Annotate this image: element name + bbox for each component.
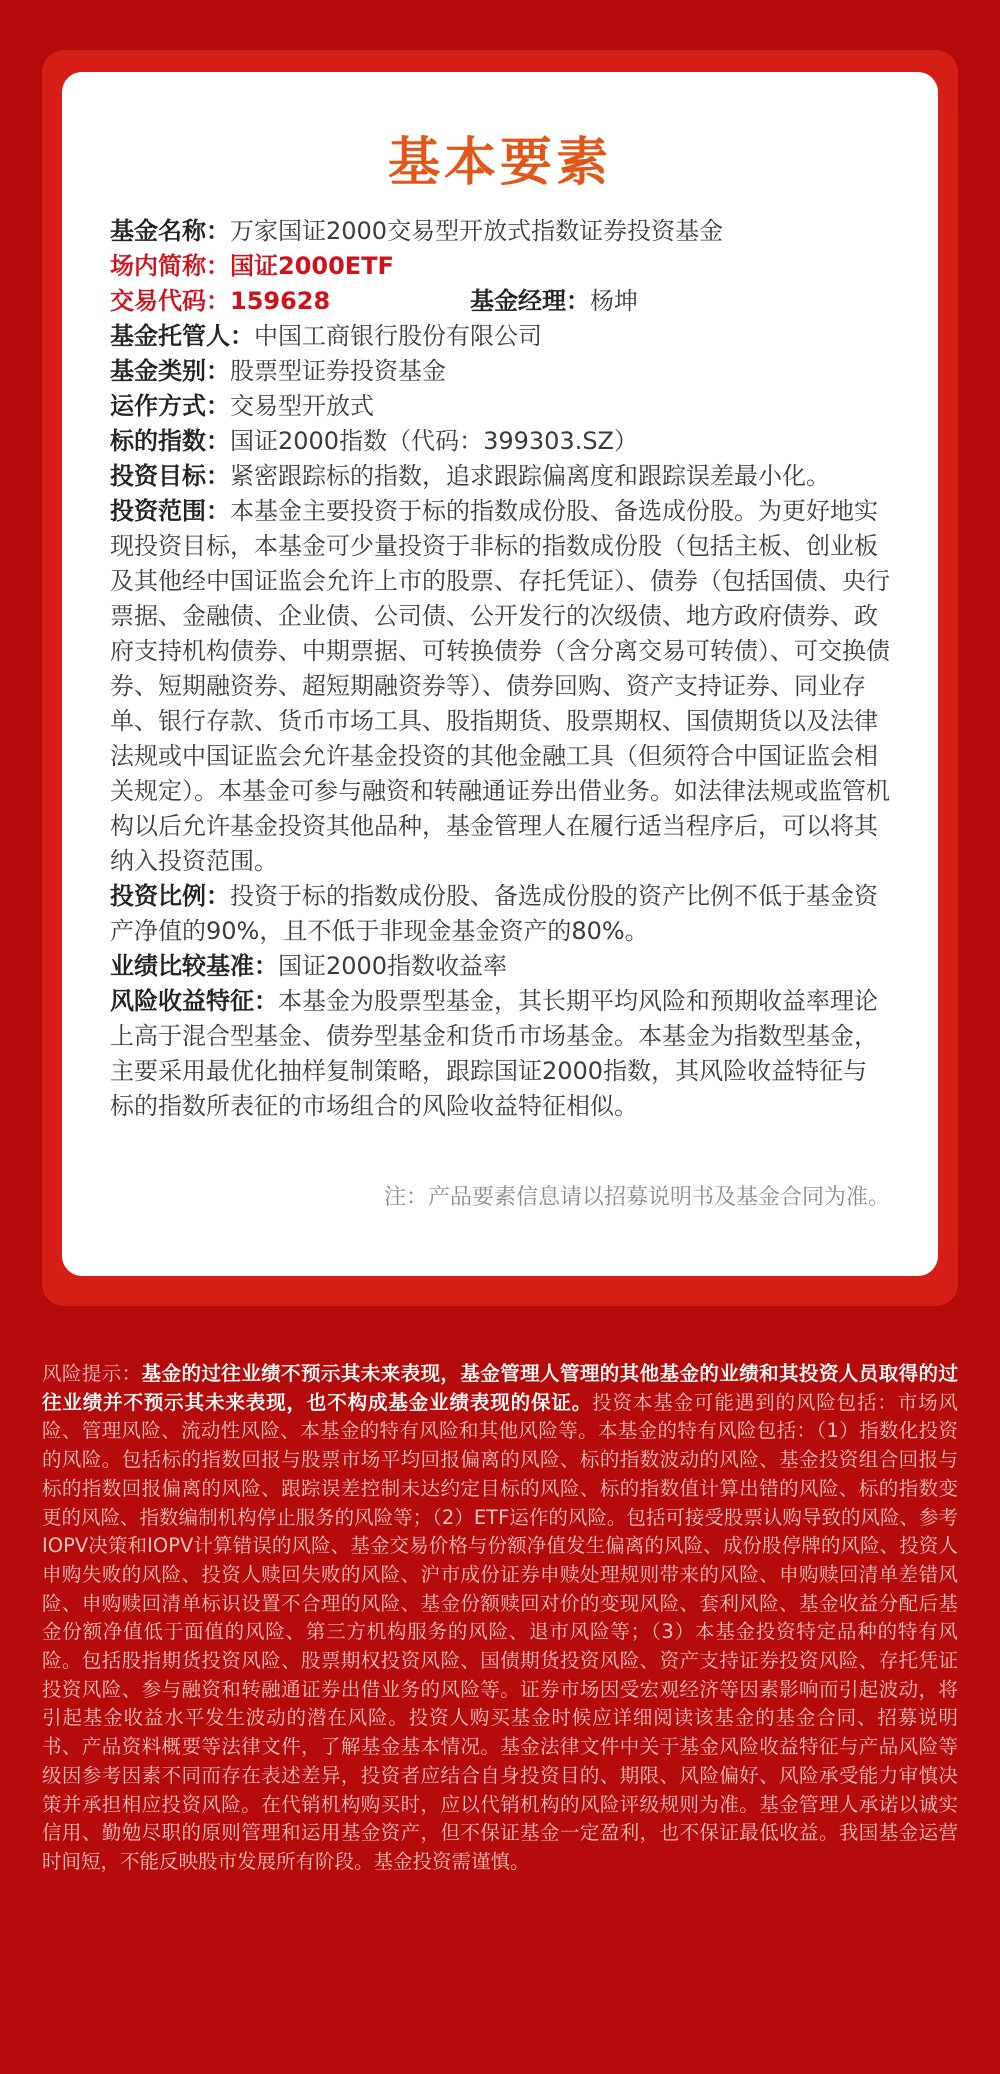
benchmark-value: 国证2000指数收益率: [278, 952, 508, 980]
basic-elements-card: [62, 72, 938, 1276]
fund-info: [110, 214, 890, 1124]
scope-label: 投资范围：: [110, 497, 230, 525]
category-value: 股票型证券投资基金: [230, 357, 446, 385]
objective-row: [110, 459, 890, 494]
code-manager-row: [110, 284, 890, 319]
index-row: [110, 424, 890, 459]
custodian-row: [110, 319, 890, 354]
scope-value: 本基金主要投资于标的指数成份股、备选成份股。为更好地实现投资目标，本基金可少量投资于非标的指数成份股（包括主板、创业板及其他经中国证监会允许上市的股票、存托凭证）、债券（包括国债、央行票据、金融债、企业债、公司债、公开发行的次级债、地方政府债券、政府支持机构债券、中期票据、可转换债券（含分离交易可转债）、可交换债券、短期融资券、超短期融资券等）、债券回购、资产支持证券、同业存单、银行存款、货币市场工具、股指期货、股票期权、国债期货以及法律法规或中国证监会允许基金投资的其他金融工具（但须符合中国证监会相关规定）。本基金可参与融资和转融通证券出借业务。如法律法规或监管机构以后允许基金投资其他品种，基金管理人在履行适当程序后，可以将其纳入投资范围。: [110, 497, 890, 875]
scope-row: [110, 494, 890, 879]
fund-name-label: 基金名称：: [110, 217, 230, 245]
risk-disclosure: [42, 1360, 958, 1877]
risk-feature-value: 本基金为股票型基金，其长期平均风险和预期收益率理论上高于混合型基金、债券型基金和货币市场基金。本基金为指数型基金，主要采用最优化抽样复制策略，跟踪国证2000指数，其风险收益特征与标的指数所表征的市场组合的风险收益特征相似。: [110, 987, 878, 1120]
risk-feature-label: 风险收益特征：: [110, 987, 278, 1015]
short-name-value: 国证2000ETF: [230, 252, 394, 280]
operation-value: 交易型开放式: [230, 392, 374, 420]
ratio-label: 投资比例：: [110, 882, 230, 910]
index-label: 标的指数：: [110, 427, 230, 455]
ratio-row: [110, 879, 890, 949]
operation-row: [110, 389, 890, 424]
manager-group: [470, 284, 638, 319]
custodian-label: 基金托管人：: [110, 322, 254, 350]
index-value: 国证2000指数（代码：399303.SZ）: [230, 427, 638, 455]
risk-body-text: 投资本基金可能遇到的风险包括：市场风险、管理风险、流动性风险、本基金的特有风险和其他风险等。本基金的特有风险包括：（1）指数化投资的风险。包括标的指数回报与股票市场平均回报偏离的风险、标的指数波动的风险、基金投资组合回报与标的指数回报偏离的风险、跟踪误差控制未达约定目标的风险、标的指数值计算出错的风险、标的指数变更的风险、指数编制机构停止服务的风险等；（2）ETF运作的风险。包括可接受股票认购导致的风险、参考IOPV决策和IOPV计算错误的风险、基金交易价格与份额净值发生偏离的风险、成份股停牌的风险、投资人申购失败的风险、投资人赎回失败的风险、沪市成份证券申赎处理规则带来的风险、申购赎回清单差错风险、申购赎回清单标识设置不合理的风险、基金份额赎回对价的变现风险、套利风险、基金收益分配后基金份额净值低于面值的风险、第三方机构服务的风险、退市风险等；（3）本基金投资特定品种的特有风险。包括股指期货投资风险、股票期权投资风险、国债期货投资风险、资产支持证券投资风险、存托凭证投资风险、参与融资和转融通证券出借业务的风险等。证券市场因受宏观经济等因素影响而引起波动，将引起基金收益水平发生波动的潜在风险。投资人购买基金时候应详细阅读该基金的基金合同、招募说明书、产品资料概要等法律文件，了解基金基本情况。基金法律文件中关于基金风险收益特征与产品风险等级因参考因素不同而存在表述差异，投资者应结合自身投资目的、期限、风险偏好、风险承受能力审慎决策并承担相应投资风险。在代销机构购买时，应以代销机构的风险评级规则为准。基金管理人承诺以诚实信用、勤勉尽职的原则管理和运用基金资产，但不保证基金一定盈利，也不保证最低收益。我国基金运营时间短，不能反映股市发展所有阶段。基金投资需谨慎。: [42, 1390, 958, 1873]
footnote: 注：产品要素信息请以招募说明书及基金合同为准。: [383, 1185, 890, 1210]
ratio-value: 投资于标的指数成份股、备选成份股的资产比例不低于基金资产净值的90%，且不低于非现金基金资产的80%。: [110, 882, 878, 945]
manager-label: 基金经理：: [470, 287, 590, 315]
risk-prefix: 风险提示：: [42, 1362, 142, 1385]
objective-label: 投资目标：: [110, 462, 230, 490]
risk-bold-text: 基金的过往业绩不预示其未来表现，基金管理人管理的其他基金的业绩和其投资人员取得的过往业绩并不预示其未来表现，也不构成基金业绩表现的保证。: [42, 1362, 958, 1414]
objective-value: 紧密跟踪标的指数，追求跟踪偏离度和跟踪误差最小化。: [230, 462, 830, 490]
risk-feature-row: [110, 984, 890, 1124]
custodian-value: 中国工商银行股份有限公司: [254, 322, 542, 350]
benchmark-row: [110, 949, 890, 984]
operation-label: 运作方式：: [110, 392, 230, 420]
code-group: [110, 284, 470, 319]
benchmark-label: 业绩比较基准：: [110, 952, 278, 980]
short-name-label: 场内简称：: [110, 252, 230, 280]
code-label: 交易代码：: [110, 287, 230, 315]
fund-name-row: [110, 214, 890, 249]
fund-name-value: 万家国证2000交易型开放式指数证券投资基金: [230, 217, 724, 245]
manager-value: 杨坤: [590, 287, 638, 315]
code-value: 159628: [230, 287, 331, 315]
short-name-row: [110, 249, 890, 284]
category-label: 基金类别：: [110, 357, 230, 385]
card-title: 基本要素: [387, 133, 612, 193]
category-row: [110, 354, 890, 389]
